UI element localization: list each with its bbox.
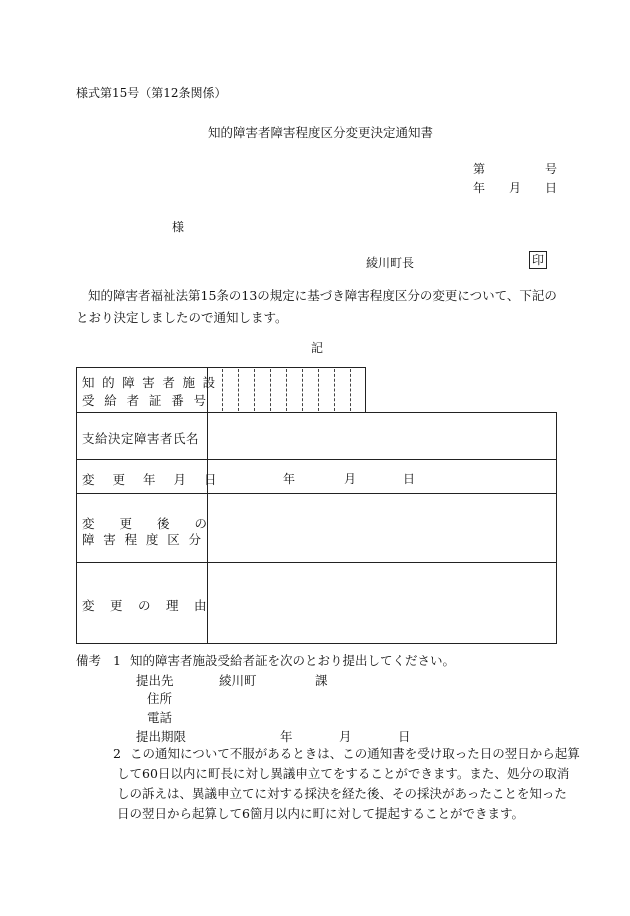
remarks-item2-line4: 日の翌日から起算して6箇月以内に町に対して提起することができます。: [117, 806, 524, 821]
row3-month: 月: [344, 472, 357, 486]
row1-label-line1: 知的障害者施設: [82, 375, 223, 390]
date-day: 日: [545, 181, 558, 195]
number-prefix: 第: [473, 162, 486, 176]
row3-year: 年: [283, 472, 296, 486]
remarks-item1-text: 知的障害者施設受給者証を次のとおり提出してください。: [130, 653, 456, 668]
remarks-item2-line3: しの訴えは、異議申立てに対する採決を経た後、その採決があったことを知った: [117, 786, 567, 801]
row4-label-line2: 障害程度区分: [82, 532, 210, 547]
issuer: 綾川町長: [366, 256, 415, 270]
row3-day: 日: [403, 472, 416, 486]
date-year: 年: [473, 181, 486, 195]
ki-label: 記: [311, 341, 324, 355]
body-text: 知的障害者福祉法第15条の13の規定に基づき障害程度区分の変更について、下記のとおり決定しましたので通知します。: [76, 288, 557, 325]
row5-label: 変更の理由: [82, 598, 223, 613]
row1-label-line2: 受給者証番号: [82, 393, 216, 408]
submit-to-section: 課: [315, 673, 328, 688]
deadline-month: 月: [339, 729, 352, 744]
seal-mark: 印: [529, 251, 547, 269]
address-label: 住所: [147, 691, 173, 706]
deadline-day: 日: [398, 729, 411, 744]
remarks-item2-line2: して60日以内に町長に対し異議申立てをすることができます。また、処分の取消: [117, 766, 570, 781]
row2-label: 支給決定障害者氏名: [82, 431, 200, 446]
deadline-year: 年: [280, 729, 293, 744]
document-title: 知的障害者障害程度区分変更決定通知書: [208, 125, 434, 140]
number-suffix: 号: [545, 162, 558, 176]
date-month: 月: [509, 181, 522, 195]
submit-to-label: 提出先: [136, 673, 174, 688]
submit-to-town: 綾川町: [219, 673, 257, 688]
form-code: 様式第15号（第12条関係）: [76, 86, 227, 100]
addressee-suffix: 様: [172, 220, 185, 234]
row4-label-line1: 変更後の: [82, 516, 233, 531]
row3-label: 変更年月日: [82, 472, 235, 487]
remarks-heading: 備考: [76, 653, 102, 668]
remarks-item2-line1: この通知について不服があるときは、この通知書を受け取った日の翌日から起算: [130, 746, 580, 761]
remarks-item1-num: 1: [113, 653, 121, 668]
deadline-label: 提出期限: [136, 729, 187, 744]
phone-label: 電話: [147, 710, 173, 725]
remarks-item2-num: 2: [113, 746, 121, 761]
